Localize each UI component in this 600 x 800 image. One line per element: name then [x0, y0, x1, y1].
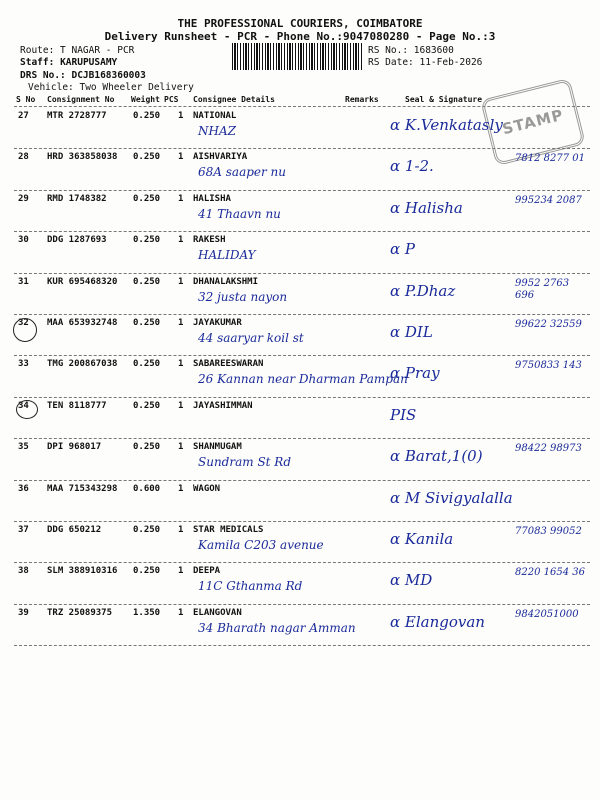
- row-signature: α K.Venkatasly: [390, 116, 503, 134]
- runsheet-subtitle: Delivery Runsheet - PCR - Phone No.:9047080280 - Page No.:3: [104, 30, 496, 43]
- row-handwritten-phone: 995234 2087: [515, 194, 582, 206]
- row-weight: 1.350: [133, 607, 161, 618]
- staff-label: Staff:: [20, 57, 55, 68]
- row-pcs: 1: [178, 483, 184, 494]
- row-signature: α Pray: [390, 364, 440, 383]
- row-consignment-no: DPI 968017: [47, 442, 102, 453]
- row-consignment-no: HRD 363858038: [47, 152, 118, 163]
- row-handwritten-phone: 7812 8277 01: [515, 153, 585, 165]
- row-handwritten-phone: 9750833 143: [515, 360, 582, 372]
- col-remarks: Remarks: [345, 95, 379, 104]
- row-pcs: 1: [178, 276, 184, 287]
- circle-mark-32: [13, 318, 37, 342]
- row-signature: α P: [390, 240, 415, 259]
- row-weight: 0.250: [133, 566, 161, 577]
- row-signature: α Elangovan: [390, 612, 485, 631]
- row-handwritten-address: 44 saaryar koil st: [198, 331, 304, 345]
- row-consignee-name: DHANALAKSHMI: [193, 276, 259, 287]
- circle-mark-34: [16, 400, 38, 419]
- row-consignee-name: WAGON: [193, 483, 221, 494]
- row-sno: 35: [18, 442, 29, 453]
- row-consignee-name: RAKESH: [193, 235, 226, 246]
- row-pcs: 1: [178, 111, 184, 121]
- seal-stamp: STAMP: [480, 78, 586, 166]
- row-divider: [14, 604, 590, 605]
- row-sno: 28: [18, 152, 29, 163]
- row-signature: α P.Dhaz: [390, 281, 456, 300]
- row-consignment-no: TRZ 25089375: [47, 607, 113, 618]
- row-consignee-name: STAR MEDICALS: [193, 525, 264, 535]
- row-divider: [14, 521, 590, 522]
- row-handwritten-phone: 9952 2763 696: [515, 277, 570, 301]
- row-sno: 37: [18, 525, 29, 535]
- row-weight: 0.250: [133, 276, 161, 287]
- row-divider: [14, 273, 590, 274]
- row-consignment-no: TEN 8118777: [47, 400, 107, 411]
- row-signature: α Kanila: [390, 530, 454, 548]
- row-consignee-name: JAYAKUMAR: [193, 318, 242, 328]
- barcode: [232, 43, 364, 70]
- row-weight: 0.250: [133, 525, 161, 535]
- row-weight: 0.250: [133, 442, 161, 453]
- row-sno: 36: [18, 483, 29, 494]
- row-pcs: 1: [178, 235, 184, 246]
- staff-field: [20, 57, 117, 68]
- row-sno: 33: [18, 359, 29, 370]
- row-consignee-name: SABAREESWARAN: [193, 359, 264, 370]
- row-consignment-no: MTR 2728777: [47, 111, 107, 121]
- row-divider: [14, 355, 590, 356]
- row-pcs: 1: [178, 525, 184, 535]
- row-handwritten-address: NHAZ: [198, 124, 236, 138]
- row-handwritten-phone: 9842051000: [515, 608, 579, 620]
- row-divider: [14, 480, 590, 481]
- row-weight: 0.250: [133, 111, 161, 121]
- row-sno: 38: [18, 566, 29, 577]
- row-consignment-no: DDG 1287693: [47, 235, 107, 246]
- row-handwritten-phone: 77083 99052: [515, 526, 582, 537]
- row-sno: 27: [18, 111, 29, 121]
- row-divider: [14, 397, 590, 398]
- row-weight: 0.250: [133, 152, 161, 163]
- col-consignee: Consignee Details: [193, 95, 275, 104]
- row-pcs: 1: [178, 193, 184, 204]
- row-consignment-no: DDG 650212: [47, 525, 102, 535]
- row-consignee-name: DEEPA: [193, 566, 221, 577]
- row-divider: [14, 190, 590, 191]
- row-handwritten-address: 32 justa nayon: [198, 289, 288, 304]
- row-signature: α M Sivigyalalla: [390, 488, 513, 507]
- row-signature: α 1-2.: [390, 157, 434, 176]
- row-divider: [14, 148, 590, 149]
- row-consignment-no: TMG 200867038: [47, 359, 118, 370]
- row-signature: α DIL: [390, 323, 433, 341]
- row-weight: 0.250: [133, 235, 161, 246]
- row-consignee-name: NATIONAL: [193, 111, 237, 121]
- drs-number: DRS No.: DCJB168360003: [20, 70, 146, 81]
- company-title: THE PROFESSIONAL COURIERS, COIMBATORE: [177, 17, 423, 30]
- row-handwritten-address: 34 Bharath nagar Amman: [198, 620, 356, 635]
- row-weight: 0.250: [133, 400, 161, 411]
- row-handwritten-address: 11C Gthanma Rd: [198, 579, 303, 594]
- row-handwritten-address: 26 Kannan near Dharman Pampan: [198, 372, 408, 387]
- col-consignment: Consignment No: [47, 95, 115, 104]
- row-weight: 0.250: [133, 318, 161, 328]
- row-signature: α Barat,1(0): [390, 447, 483, 466]
- row-divider: [14, 562, 590, 563]
- row-consignment-no: RMD 1748382: [47, 193, 107, 204]
- row-consignment-no: KUR 695468320: [47, 276, 118, 287]
- row-handwritten-phone: 98422 98973: [515, 443, 582, 455]
- rs-date: RS Date: 11-Feb-2026: [368, 57, 483, 68]
- vehicle-label: Vehicle: Two Wheeler Delivery: [28, 82, 194, 93]
- header-divider: [14, 106, 590, 107]
- row-divider: [14, 314, 590, 315]
- rs-number: RS No.: 1683600: [368, 45, 454, 56]
- row-sno: 29: [18, 193, 29, 204]
- col-weight: Weight: [131, 95, 160, 104]
- row-pcs: 1: [178, 152, 184, 163]
- row-handwritten-address: 41 Thaavn nu: [198, 206, 281, 221]
- row-sno: 34: [18, 400, 29, 411]
- row-pcs: 1: [178, 359, 184, 370]
- row-sno: 31: [18, 276, 29, 287]
- row-weight: 0.250: [133, 193, 161, 204]
- row-pcs: 1: [178, 607, 184, 618]
- row-sno: 39: [18, 607, 29, 618]
- row-pcs: 1: [178, 400, 184, 411]
- row-weight: 0.250: [133, 359, 161, 370]
- row-handwritten-address: Sundram St Rd: [198, 455, 292, 470]
- row-divider: [14, 231, 590, 232]
- route-label: Route: T NAGAR - PCR: [20, 45, 135, 56]
- row-consignee-name: HALISHA: [193, 193, 231, 204]
- row-handwritten-address: 68A saaper nu: [198, 165, 287, 180]
- row-handwritten-phone: 99622 32559: [515, 319, 582, 330]
- row-handwritten-phone: 8220 1654 36: [515, 567, 585, 579]
- staff-name: KARUPUSAMY: [60, 57, 118, 68]
- col-seal-signature: Seal & Signature: [405, 95, 483, 104]
- row-consignee-name: SHANMUGAM: [193, 442, 242, 453]
- row-sno: 32: [18, 318, 29, 328]
- row-consignment-no: MAA 653932748: [47, 318, 118, 328]
- row-handwritten-address: HALIDAY: [198, 248, 256, 263]
- row-pcs: 1: [178, 442, 184, 453]
- row-consignee-name: JAYASHIMMAN: [193, 400, 253, 411]
- row-signature: PIS: [390, 405, 417, 424]
- row-divider: [14, 645, 590, 646]
- row-weight: 0.600: [133, 483, 161, 494]
- row-pcs: 1: [178, 318, 184, 328]
- row-signature: α Halisha: [390, 198, 463, 217]
- row-pcs: 1: [178, 566, 184, 577]
- row-consignee-name: AISHVARIYA: [193, 152, 248, 163]
- row-consignment-no: MAA 715343298: [47, 483, 118, 494]
- row-handwritten-address: Kamila C203 avenue: [198, 538, 324, 552]
- row-divider: [14, 438, 590, 439]
- row-consignee-name: ELANGOVAN: [193, 607, 242, 618]
- row-signature: α MD: [390, 571, 433, 590]
- col-sno: S No: [16, 95, 36, 104]
- row-sno: 30: [18, 235, 29, 246]
- row-consignment-no: SLM 388910316: [47, 566, 118, 577]
- col-pcs: PCS: [164, 95, 179, 104]
